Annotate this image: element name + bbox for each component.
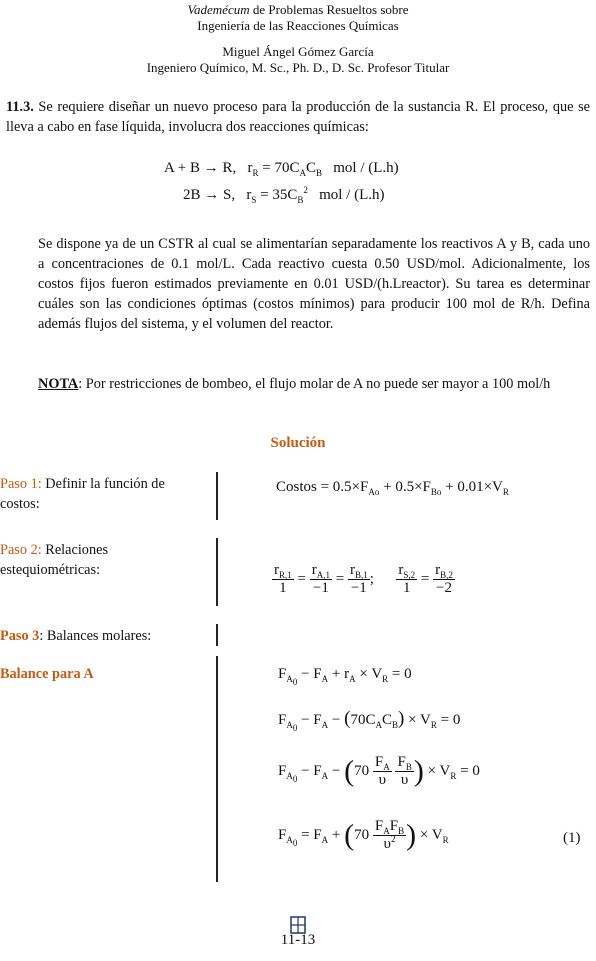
header-credentials: Ingeniero Químico, M. Sc., Ph. D., D. Sc. Profesor Titular bbox=[146, 60, 450, 75]
paso-3: Paso 3: Balances molares: bbox=[0, 628, 152, 644]
page-number: 11-13 bbox=[280, 932, 316, 948]
divider-1 bbox=[216, 472, 218, 520]
balance-eq-4: $F_{A_0} = F_A + (70$ $\frac{F_AF_B}{\upsilon^2}$ ) × $V_R$ bbox=[278, 818, 449, 852]
stoichiometry-equation: $\frac{r_{R,1}}{1}$ = $\frac{r_{A,1}}{-1}$ = $\frac{r_{B,1}}{-1}$ ; $\frac{r_{S,2}}{1}$ = $\frac{r_{B,2}}{-2}$ bbox=[274, 562, 453, 596]
header-title-line1: Vademécum de Problemas Resueltos sobre bbox=[187, 2, 409, 17]
problem-nota: NOTA: Por restricciones de bombeo, el flujo molar de A no puede ser mayor a 100 mol/h bbox=[38, 376, 551, 392]
problem-paragraph-2: Se dispone ya de un CSTR al cual se alimentarían separadamente los reactivos A y B, cada uno a concentraciones de 0.1 mol/L. Cada reactivo cuesta 0.50 USD/mol. Adicionalmente, los costos fijos fueron estimados previamente en 0.01 USD/(h.Lreactor). Su tarea es determinar cuáles son las condiciones óptimas (costos mínimos) para producir 100 mol de R/h. Defina además flujos del sistema, y el volumen del reactor. bbox=[38, 236, 590, 332]
header-author: Miguel Ángel Gómez García bbox=[222, 44, 374, 59]
balance-eq-3: $F_{A_0} - F_A - (70$ $\frac{F_A}{\upsilon}$ $\frac{F_B}{\upsilon}$ ) × $V_R = 0$ bbox=[278, 754, 480, 788]
balance-a-label: Balance para A bbox=[0, 666, 94, 682]
equation-number: (1) bbox=[563, 830, 581, 846]
cost-equation: Costos = $0.5\times F_{Ao} + 0.5\times F_{Bo} + 0.01\times V_R$ bbox=[276, 479, 509, 497]
paso-1: Paso 1: Definir la función de costos: bbox=[0, 476, 165, 512]
divider-2 bbox=[216, 538, 218, 606]
reaction-1: A + B → R, $r_R = 70C_AC_B$ mol / (L.h) bbox=[164, 160, 399, 178]
divider-3 bbox=[216, 624, 218, 646]
problem-intro: 11.3. Se requiere diseñar un nuevo proceso para la producción de la sustancia R. El proceso, que se lleva a cabo en fase líquida, involucra dos reacciones químicas: bbox=[6, 99, 590, 135]
header-title-line2: Ingeniería de las Reacciones Químicas bbox=[197, 18, 399, 33]
solution-title: Solución bbox=[270, 435, 326, 451]
nota-label: NOTA bbox=[38, 376, 79, 392]
reaction-2: 2B → S, $r_S = 35C_B^2$ mol / (L.h) bbox=[183, 185, 385, 205]
paso-2: Paso 2: Relaciones estequiométricas: bbox=[0, 542, 109, 578]
balance-eq-1: $F_{A_0} - F_A + r_A \times V_R = 0$ bbox=[278, 666, 412, 687]
balance-eq-2: $F_{A_0} - F_A - (70C_AC_B) \times V_R = 0$ bbox=[278, 708, 461, 733]
problem-number: 11.3. bbox=[6, 99, 34, 115]
divider-4 bbox=[216, 656, 218, 882]
